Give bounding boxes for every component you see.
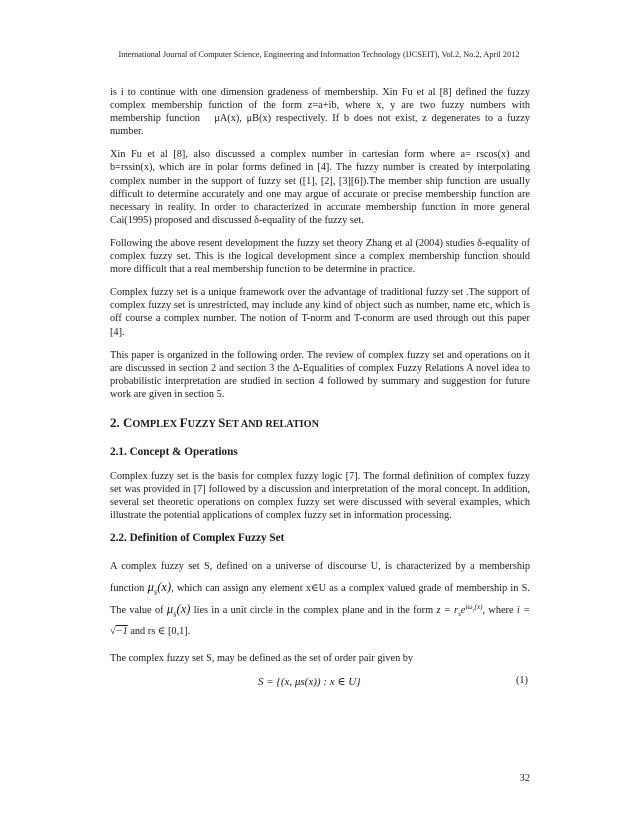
paragraph-intro-continuation bbox=[110, 86, 530, 138]
paragraph-definition: A complex fuzzy set S, defined on a universe of discourse U, is characterized by a membership function $\mu_s(x)$, which can assign any element x∈U as a complex valued grade of membership in S. The value of $\mu_s(x)$ lies in a unit circle in the complex plane and in the form $z = r_se^{i\omega_s(x)}$, where i = √−1 and rs ∈ [0,1]. bbox=[110, 561, 531, 638]
paragraph-delta-equality: Following the above resent development the fuzzy set theory Zhang et al (2004) studies δ-equality of complex fuzzy set. This is the logical development since a complex membership function should more difficult that a real membership function to be determine in practice. bbox=[110, 237, 530, 276]
paragraph-complex-fuzzy-framework: Complex fuzzy set is a unique framework over the advantage of traditional fuzzy set .The support of complex fuzzy set is unrestricted, may include any kind of object such as number, name etc, which is off course a complex number. The notion of T-norm and T-conorm are used through out this paper [4]. bbox=[110, 287, 530, 338]
membership-function-symbol: $\mu_s(x)$ bbox=[147, 580, 172, 597]
section-2-2-heading: 2.2. Definition of Complex Fuzzy Set bbox=[110, 532, 285, 545]
section-2-heading: 2. COMPLEX FUZZY SET AND RELATION bbox=[110, 414, 319, 430]
equation-row bbox=[110, 675, 530, 691]
section-2-1-heading: 2.1. Concept & Operations bbox=[110, 445, 238, 458]
paper-body bbox=[110, 86, 530, 703]
page-number: 32 bbox=[519, 773, 530, 784]
running-header: International Journal of Computer Science, Engineering and Information Technology (IJCSEIT), Vol.2, No.2, April 2012 bbox=[118, 50, 520, 59]
paragraph-paper-organization: This paper is organized in the following order. The review of complex fuzzy set and operations on it are discussed in section 2 and section 3 the Δ-Equalities of complex Fuzzy Relations A novel idea to probabilistic interpretation are studied in section 4 followed by summary and suggestion for future work are given in section 5. bbox=[110, 349, 530, 400]
complex-fuzzy-set-equation: S = {(x, μs(x)) : x ∈ U} bbox=[258, 676, 361, 689]
equation-number: (1) bbox=[515, 675, 528, 687]
membership-functions-text: μA(x), μB(x) respectively. If b does not exist, z degenerates to a fuzzy number. bbox=[110, 113, 530, 138]
paragraph-cartesian-form: Xin Fu et al [8], also discussed a complex number in cartesian form where a= rscos(x) and b=rssin(x), which are in polar forms defined in [4]. The fuzzy number is created by interpolating complex number in the support of fuzzy set ([1], [2], [3][6]).The member ship function are usually difficult to determine accurately and one may argue of accurate or precise membership function are necessary in reality. In order to characterized in accurate membership function in more general Cai(1995) proposed and discussed δ-equality of the fuzzy set. bbox=[110, 149, 530, 226]
paragraph-order-pair: The complex fuzzy set S, may be defined as the set of order pair given by bbox=[110, 653, 414, 665]
membership-value-symbol: $\mu_s(x)$ bbox=[166, 602, 191, 619]
paragraph-concept-operations: Complex fuzzy set is the basis for complex fuzzy logic [7]. The formal definition of complex fuzzy set was provided in [7] followed by a discussion and interpretation of the moral concept. In addition, several set theoretic operations on complex fuzzy set were discussed with several examples, which illustrate the potential applications of complex fuzzy set in information processing. bbox=[110, 470, 530, 522]
imaginary-unit-formula: i = √−1 bbox=[110, 605, 531, 638]
paragraph-text: is i to continue with one dimension gradeness of membership. Xin Fu et al [8] defined the fuzzy complex membership function of the form z=a+ib, where x, y are two fuzzy numbers with membership function bbox=[110, 87, 530, 125]
polar-form-formula: $z = r_se^{i\omega_s(x)}$ bbox=[436, 602, 483, 619]
